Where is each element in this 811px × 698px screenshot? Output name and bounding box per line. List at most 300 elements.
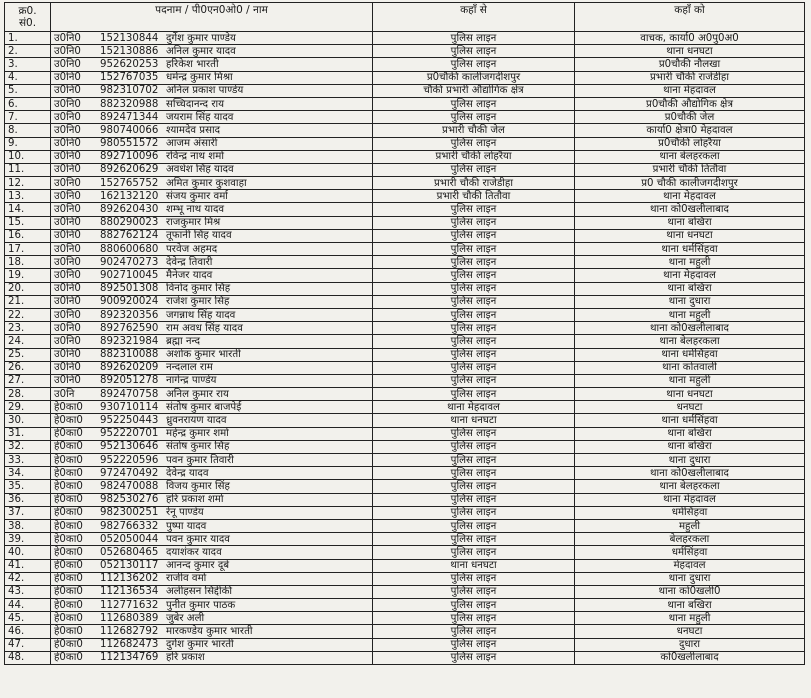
- row-to: थाना धर्मसिंहवा: [575, 243, 805, 256]
- row-from: पुलिस लाइन: [373, 480, 575, 493]
- row-pno: 880290023: [100, 217, 159, 229]
- row-serial-number: 23.: [5, 322, 51, 335]
- row-name: राजेश कुमार सिंह: [166, 296, 230, 308]
- row-to: थाना महुली: [575, 612, 805, 625]
- row-from: पुलिस लाइन: [373, 282, 575, 295]
- row-from: पुलिस लाइन: [373, 388, 575, 401]
- header-serial-number: [5, 3, 51, 32]
- row-from: पुलिस लाइन: [373, 243, 575, 256]
- row-rank: हे0का0: [54, 467, 83, 479]
- table-row: [5, 519, 805, 532]
- row-rank: उ0नि: [54, 388, 75, 400]
- row-designation-name: [51, 414, 373, 427]
- row-name: शम्भू नाथ यादव: [166, 204, 225, 216]
- row-name: आनन्द कुमार दूबे: [166, 560, 230, 572]
- row-name: रविन्द्र नाथ शर्मा: [166, 151, 224, 163]
- row-to: प्र0चौकी लोहरैया: [575, 137, 805, 150]
- row-pno: 952130646: [100, 441, 159, 453]
- row-rank: हे0का0: [54, 401, 83, 413]
- row-designation-name: [51, 243, 373, 256]
- row-serial-number: 14.: [5, 203, 51, 216]
- row-to: थाना को0खलीलाबाद: [575, 203, 805, 216]
- row-designation-name: [51, 612, 373, 625]
- row-designation-name: [51, 335, 373, 348]
- row-to: मेहदावल: [575, 559, 805, 572]
- row-serial-number: 9.: [5, 137, 51, 150]
- table-row: [5, 71, 805, 84]
- table-row: [5, 493, 805, 506]
- header-serial-line2: सं0.: [18, 17, 37, 29]
- row-from: पुलिस लाइन: [373, 97, 575, 110]
- row-rank: हे0का0: [54, 520, 83, 532]
- row-pno: 052050044: [100, 533, 159, 545]
- row-serial-number: 17.: [5, 243, 51, 256]
- row-to: थाना बेलहरकला: [575, 150, 805, 163]
- row-to: थाना दुधारा: [575, 572, 805, 585]
- row-from: पुलिस लाइन: [373, 625, 575, 638]
- row-designation-name: [51, 533, 373, 546]
- row-serial-number: 37.: [5, 506, 51, 519]
- row-designation-name: [51, 269, 373, 282]
- row-serial-number: 47.: [5, 638, 51, 651]
- row-serial-number: 7.: [5, 111, 51, 124]
- row-designation-name: [51, 348, 373, 361]
- row-rank: उ0नि0: [54, 362, 81, 374]
- row-pno: 892320356: [100, 309, 159, 321]
- row-to: थाना धर्मसिंहवा: [575, 348, 805, 361]
- row-designation-name: [51, 97, 373, 110]
- row-to: थाना धर्मसिंहवा: [575, 414, 805, 427]
- row-serial-number: 26.: [5, 361, 51, 374]
- table-row: [5, 454, 805, 467]
- row-designation-name: [51, 440, 373, 453]
- row-name: अनिल कुमार यादव: [166, 45, 236, 57]
- row-name: संजय कुमार वर्मा: [166, 190, 228, 202]
- row-name: अमित कुमार कुशवाहा: [166, 177, 247, 189]
- table-row: [5, 97, 805, 110]
- table-body: [5, 32, 805, 665]
- table-row: [5, 388, 805, 401]
- row-to: थाना दुधारा: [575, 454, 805, 467]
- header-designation-name: पदनाम / पी0एन0ओ0 / नाम: [51, 3, 373, 32]
- table-row: [5, 467, 805, 480]
- row-rank: उ0नि0: [54, 190, 81, 202]
- row-pno: 972470492: [100, 467, 159, 479]
- row-from: पुलिस लाइन: [373, 308, 575, 321]
- row-to: दुधारा: [575, 638, 805, 651]
- row-from: पुलिस लाइन: [373, 32, 575, 45]
- row-to: प्र0चौकी जेल: [575, 111, 805, 124]
- row-pno: 952250443: [100, 415, 159, 427]
- table-row: [5, 401, 805, 414]
- row-designation-name: [51, 256, 373, 269]
- row-name: हरि प्रकाश: [166, 652, 205, 664]
- row-pno: 052130117: [100, 560, 159, 572]
- row-serial-number: 45.: [5, 612, 51, 625]
- row-serial-number: 29.: [5, 401, 51, 414]
- row-to: थाना दुधारा: [575, 295, 805, 308]
- row-designation-name: [51, 493, 373, 506]
- table-row: [5, 322, 805, 335]
- row-pno: 112771632: [100, 599, 159, 611]
- row-name: राजीव वर्मा: [166, 573, 207, 585]
- row-designation-name: [51, 322, 373, 335]
- row-rank: उ0नि0: [54, 138, 81, 150]
- row-from: थाना धनघटा: [373, 414, 575, 427]
- row-from: थाना मेहदावल: [373, 401, 575, 414]
- row-pno: 892501308: [100, 283, 159, 295]
- row-designation-name: [51, 388, 373, 401]
- row-rank: उ0नि0: [54, 32, 81, 44]
- table-row: [5, 599, 805, 612]
- row-to: थाना मेहदावल: [575, 84, 805, 97]
- row-rank: उ0नि0: [54, 256, 81, 268]
- row-from: पुलिस लाइन: [373, 58, 575, 71]
- row-name: तूफानी सिंह यादव: [166, 230, 232, 242]
- row-designation-name: [51, 559, 373, 572]
- row-designation-name: [51, 282, 373, 295]
- row-designation-name: [51, 84, 373, 97]
- table-row: [5, 150, 805, 163]
- row-pno: 112136202: [100, 573, 159, 585]
- row-pno: 900920024: [100, 296, 159, 308]
- row-name: धर्मेन्द्र कुमार मिश्रा: [166, 72, 233, 84]
- row-rank: उ0नि0: [54, 111, 81, 123]
- row-serial-number: 5.: [5, 84, 51, 97]
- row-serial-number: 32.: [5, 440, 51, 453]
- row-rank: उ0नि0: [54, 283, 81, 295]
- row-pno: 982310702: [100, 85, 159, 97]
- row-designation-name: [51, 58, 373, 71]
- table-row: [5, 256, 805, 269]
- row-from: पुलिस लाइन: [373, 295, 575, 308]
- row-rank: हे0का0: [54, 560, 83, 572]
- row-designation-name: [51, 572, 373, 585]
- row-rank: उ0नि0: [54, 243, 81, 255]
- row-serial-number: 15.: [5, 216, 51, 229]
- table-row: [5, 163, 805, 176]
- row-to: थाना कोतवाली: [575, 361, 805, 374]
- row-designation-name: [51, 585, 373, 598]
- row-to: प्र0चौकी नौलखा: [575, 58, 805, 71]
- row-designation-name: [51, 480, 373, 493]
- row-name: मारकण्डेय कुमार भारती: [166, 626, 253, 638]
- row-designation-name: [51, 625, 373, 638]
- row-name: दुर्गेश कुमार भारती: [166, 639, 234, 651]
- row-serial-number: 6.: [5, 97, 51, 110]
- row-to: को0खलीलाबाद: [575, 651, 805, 664]
- row-from: पुलिस लाइन: [373, 493, 575, 506]
- row-rank: हे0का0: [54, 626, 83, 638]
- row-name: पवन कुमार तिवारी: [166, 454, 234, 466]
- row-pno: 892762590: [100, 322, 159, 334]
- row-pno: 152767035: [100, 72, 159, 84]
- row-from: प्रभारी चौकी जेल: [373, 124, 575, 137]
- row-pno: 930710114: [100, 401, 159, 413]
- row-from: पुलिस लाइन: [373, 546, 575, 559]
- row-designation-name: [51, 295, 373, 308]
- table-row: [5, 533, 805, 546]
- row-rank: उ0नि0: [54, 269, 81, 281]
- row-pno: 880600680: [100, 243, 159, 255]
- row-rank: हे0का0: [54, 612, 83, 624]
- row-pno: 982530276: [100, 494, 159, 506]
- row-rank: उ0नि0: [54, 58, 81, 70]
- table-row: [5, 374, 805, 387]
- row-name: पवन कुमार यादव: [166, 533, 230, 545]
- row-serial-number: 44.: [5, 599, 51, 612]
- row-designation-name: [51, 32, 373, 45]
- row-pno: 162132120: [100, 190, 159, 202]
- row-to: धनघटा: [575, 625, 805, 638]
- row-pno: 982470088: [100, 480, 159, 492]
- row-pno: 112682792: [100, 626, 159, 638]
- row-name: विजय कुमार सिंह: [166, 480, 230, 492]
- row-rank: हे0का0: [54, 546, 83, 558]
- table-row: [5, 572, 805, 585]
- row-from: पुलिस लाइन: [373, 572, 575, 585]
- row-name: राजकुमार मिश्र: [166, 217, 221, 229]
- row-from: पुलिस लाइन: [373, 612, 575, 625]
- row-serial-number: 34.: [5, 467, 51, 480]
- row-designation-name: [51, 454, 373, 467]
- row-name: अशोक कुमार भारती: [166, 349, 241, 361]
- table-row: [5, 137, 805, 150]
- row-designation-name: [51, 427, 373, 440]
- row-name: नागेन्द्र पाण्डेय: [166, 375, 217, 387]
- row-from: पुलिस लाइन: [373, 519, 575, 532]
- row-pno: 892620430: [100, 204, 159, 216]
- row-serial-number: 43.: [5, 585, 51, 598]
- row-pno: 882762124: [100, 230, 159, 242]
- table-row: [5, 506, 805, 519]
- row-pno: 892321984: [100, 335, 159, 347]
- row-serial-number: 1.: [5, 32, 51, 45]
- row-name: सच्चिदानन्द राय: [166, 98, 225, 110]
- row-name: दुर्गेश कुमार पाण्डेय: [166, 32, 236, 44]
- table-row: [5, 651, 805, 664]
- row-designation-name: [51, 163, 373, 176]
- row-rank: हे0का0: [54, 454, 83, 466]
- row-designation-name: [51, 401, 373, 414]
- row-name: पुनीत कुमार पाठक: [166, 599, 236, 611]
- row-from: पुलिस लाइन: [373, 651, 575, 664]
- row-designation-name: [51, 506, 373, 519]
- row-from: पुलिस लाइन: [373, 361, 575, 374]
- row-from: पुलिस लाइन: [373, 45, 575, 58]
- row-name: परवेज अहमद: [166, 243, 218, 255]
- row-from: पुलिस लाइन: [373, 638, 575, 651]
- row-to: थाना बखिरा: [575, 440, 805, 453]
- table-row: [5, 269, 805, 282]
- row-name: अवधेश सिंह यादव: [166, 164, 234, 176]
- row-from: पुलिस लाइन: [373, 137, 575, 150]
- row-to: थाना बखिरा: [575, 599, 805, 612]
- row-name: आजम अंसारी: [166, 138, 218, 150]
- row-serial-number: 10.: [5, 150, 51, 163]
- row-from: पुलिस लाइन: [373, 533, 575, 546]
- table-row: [5, 440, 805, 453]
- table-row: [5, 84, 805, 97]
- row-designation-name: [51, 190, 373, 203]
- row-pno: 112134769: [100, 652, 159, 664]
- row-serial-number: 13.: [5, 190, 51, 203]
- row-to: थाना बखिरा: [575, 282, 805, 295]
- row-pno: 152130844: [100, 32, 159, 44]
- row-pno: 980740066: [100, 124, 159, 136]
- row-name: दयाशंकर यादव: [166, 546, 222, 558]
- row-rank: उ0नि0: [54, 98, 81, 110]
- row-serial-number: 27.: [5, 374, 51, 387]
- row-pno: 892710096: [100, 151, 159, 163]
- row-to: थाना धनघटा: [575, 388, 805, 401]
- table-row: [5, 348, 805, 361]
- row-serial-number: 25.: [5, 348, 51, 361]
- table-row: [5, 308, 805, 321]
- row-name: हरिकेश भारती: [166, 58, 219, 70]
- row-rank: उ0नि0: [54, 349, 81, 361]
- row-rank: हे0का0: [54, 652, 83, 664]
- row-name: महेन्द्र कुमार शर्मा: [166, 428, 229, 440]
- row-rank: उ0नि0: [54, 375, 81, 387]
- row-name: जुबेर अली: [166, 612, 205, 624]
- row-rank: उ0नि0: [54, 85, 81, 97]
- table-row: [5, 414, 805, 427]
- row-rank: उ0नि0: [54, 72, 81, 84]
- row-pno: 980551572: [100, 138, 159, 150]
- row-pno: 892471344: [100, 111, 159, 123]
- row-pno: 112680389: [100, 612, 159, 624]
- row-serial-number: 8.: [5, 124, 51, 137]
- row-rank: हे0का0: [54, 428, 83, 440]
- row-to: थाना मेहदावल: [575, 190, 805, 203]
- row-pno: 952220596: [100, 454, 159, 466]
- table-row: [5, 177, 805, 190]
- row-designation-name: [51, 150, 373, 163]
- row-to: थाना बेलहरकला: [575, 335, 805, 348]
- row-from: पुलिस लाइन: [373, 335, 575, 348]
- row-to: थाना महुली: [575, 308, 805, 321]
- table-row: [5, 335, 805, 348]
- row-from: पुलिस लाइन: [373, 203, 575, 216]
- row-serial-number: 46.: [5, 625, 51, 638]
- row-rank: उ0नि0: [54, 322, 81, 334]
- row-pno: 152130886: [100, 45, 159, 57]
- row-serial-number: 19.: [5, 269, 51, 282]
- row-pno: 152765752: [100, 177, 159, 189]
- row-designation-name: [51, 651, 373, 664]
- row-serial-number: 31.: [5, 427, 51, 440]
- row-rank: हे0का0: [54, 533, 83, 545]
- row-pno: 112682473: [100, 639, 159, 651]
- row-rank: हे0का0: [54, 480, 83, 492]
- row-to: थाना को0खलीलाबाद: [575, 467, 805, 480]
- row-rank: उ0नि0: [54, 309, 81, 321]
- table-row: [5, 546, 805, 559]
- table-row: [5, 58, 805, 71]
- row-pno: 982300251: [100, 507, 159, 519]
- row-designation-name: [51, 229, 373, 242]
- row-to: प्रभारी चौकी तितौवा: [575, 163, 805, 176]
- row-name: विनोद कुमार सिंह: [166, 283, 231, 295]
- row-to: थाना बेलहरकला: [575, 480, 805, 493]
- row-serial-number: 36.: [5, 493, 51, 506]
- row-from: प्र0चौकी कालीजगदीशपुर: [373, 71, 575, 84]
- row-from: पुलिस लाइन: [373, 599, 575, 612]
- row-designation-name: [51, 137, 373, 150]
- row-from: चौकी प्रभारी औद्योगिक क्षेत्र: [373, 84, 575, 97]
- row-from: पुलिस लाइन: [373, 256, 575, 269]
- row-from: पुलिस लाइन: [373, 506, 575, 519]
- row-designation-name: [51, 71, 373, 84]
- row-pno: 892470758: [100, 388, 159, 400]
- row-name: देवेन्द्र यादव: [166, 467, 209, 479]
- table-row: [5, 361, 805, 374]
- row-pno: 052680465: [100, 546, 159, 558]
- row-name: संतोष कुमार बाजपेई: [166, 401, 242, 413]
- table-row: [5, 427, 805, 440]
- table-row: [5, 32, 805, 45]
- table-row: [5, 45, 805, 58]
- row-from: पुलिस लाइन: [373, 467, 575, 480]
- row-from: प्रभारी चौकी तितौवा: [373, 190, 575, 203]
- row-from: पुलिस लाइन: [373, 585, 575, 598]
- row-serial-number: 40.: [5, 546, 51, 559]
- row-designation-name: [51, 546, 373, 559]
- row-rank: हे0का0: [54, 639, 83, 651]
- row-rank: उ0नि0: [54, 230, 81, 242]
- row-name: अनिल प्रकाश पाण्डेय: [166, 85, 244, 97]
- row-from: पुलिस लाइन: [373, 229, 575, 242]
- row-serial-number: 16.: [5, 229, 51, 242]
- table-row: [5, 124, 805, 137]
- row-rank: हे0का0: [54, 441, 83, 453]
- row-serial-number: 21.: [5, 295, 51, 308]
- row-to: थाना मेहदावल: [575, 493, 805, 506]
- row-name: नन्दलाल राम: [166, 362, 213, 374]
- row-serial-number: 42.: [5, 572, 51, 585]
- row-pno: 952620253: [100, 58, 159, 70]
- table-row: [5, 216, 805, 229]
- row-designation-name: [51, 216, 373, 229]
- row-name: मैनेजर यादव: [166, 269, 213, 281]
- row-name: हरि प्रकाश शर्मा: [166, 494, 224, 506]
- row-pno: 892051278: [100, 375, 159, 387]
- row-serial-number: 38.: [5, 519, 51, 532]
- table-row: [5, 585, 805, 598]
- header-serial-line1: क्र0.: [18, 5, 37, 17]
- row-from: पुलिस लाइन: [373, 427, 575, 440]
- row-from: पुलिस लाइन: [373, 374, 575, 387]
- row-name: अलीहसन सिद्दीकी: [166, 586, 233, 598]
- table-row: [5, 638, 805, 651]
- row-designation-name: [51, 308, 373, 321]
- row-serial-number: 24.: [5, 335, 51, 348]
- row-serial-number: 12.: [5, 177, 51, 190]
- row-name: अनिल कुमार राय: [166, 388, 229, 400]
- row-pno: 952220701: [100, 428, 159, 440]
- row-to: थाना धनघटा: [575, 45, 805, 58]
- row-from: पुलिस लाइन: [373, 269, 575, 282]
- row-rank: उ0नि0: [54, 204, 81, 216]
- row-designation-name: [51, 599, 373, 612]
- row-serial-number: 35.: [5, 480, 51, 493]
- row-from: प्रभारी चौकी लोहरैया: [373, 150, 575, 163]
- table-row: [5, 282, 805, 295]
- row-rank: हे0का0: [54, 507, 83, 519]
- row-from: पुलिस लाइन: [373, 322, 575, 335]
- row-pno: 892620209: [100, 362, 159, 374]
